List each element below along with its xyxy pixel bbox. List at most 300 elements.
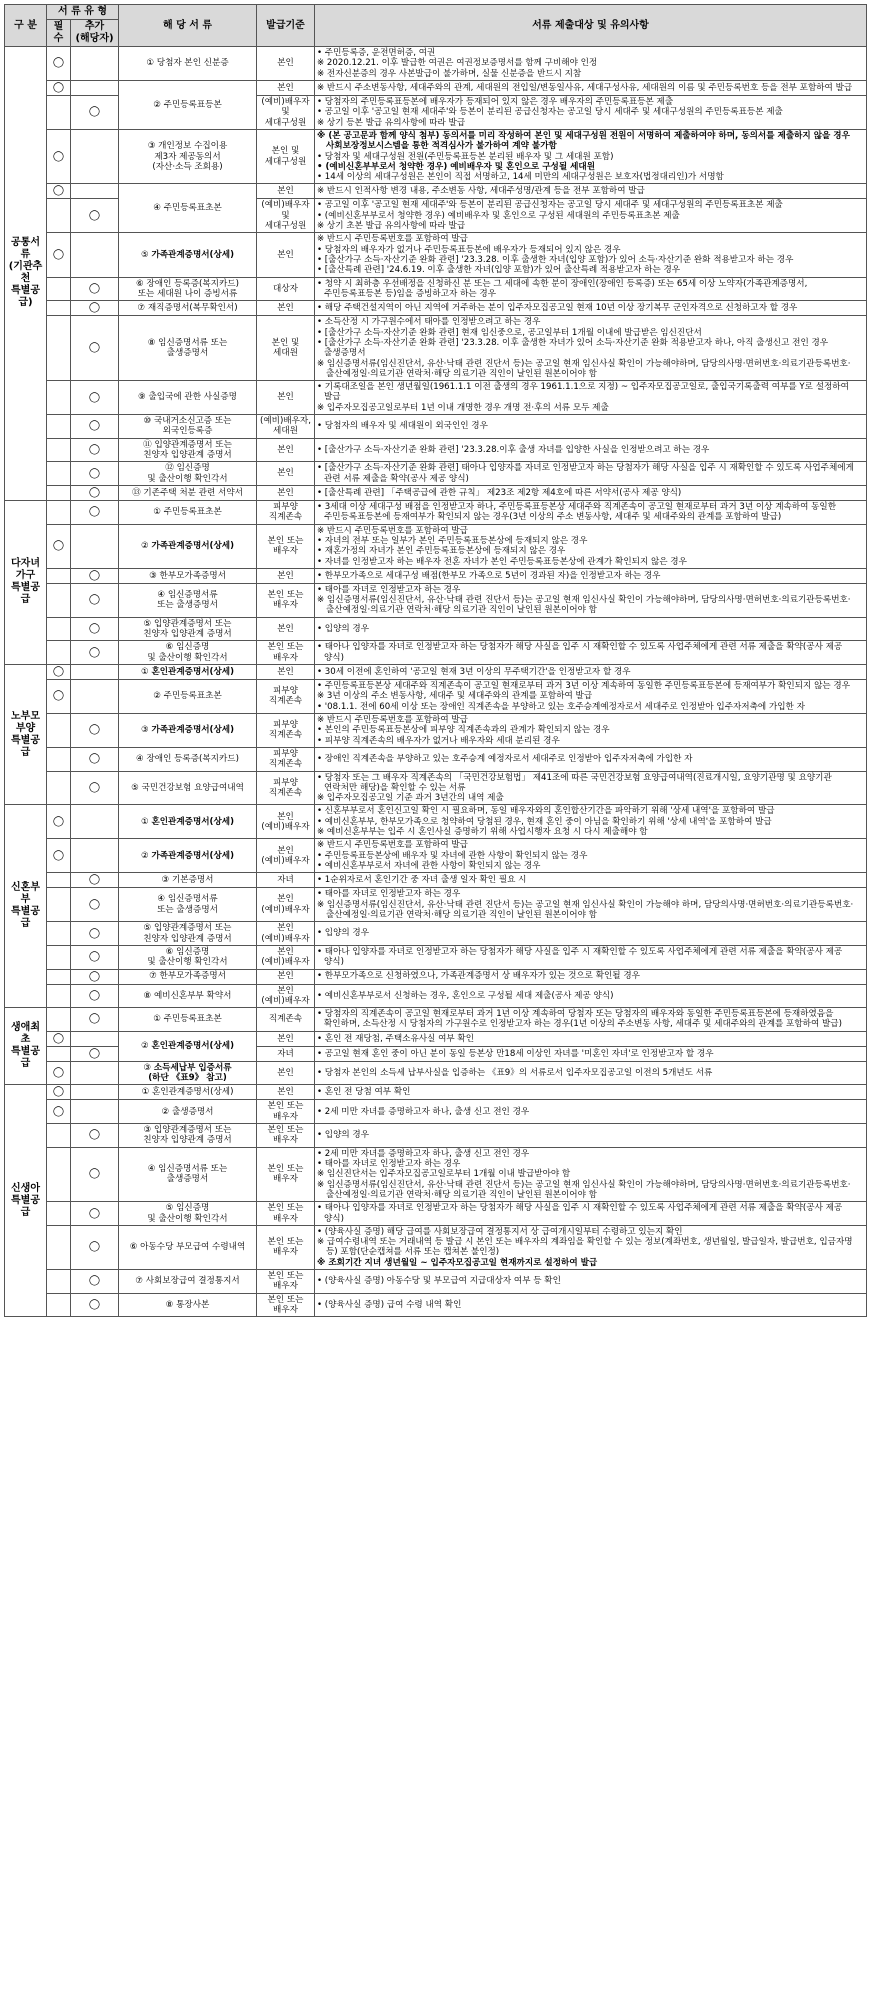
- note-item: • [출산가구 소득·자산기준 완화 관련] '23.3.28. 이후 출생한 자녀(입양 포함)가 있어 소득·자산기준 완화 적용받고자 하는 경우: [317, 255, 794, 265]
- note-item: • (양육사실 증명) 해당 급여를 사회보장급여 결정통지서 상 급여개시일부터 수령하고 있는지 확인: [317, 1226, 683, 1237]
- note-remark: ※ 반드시 주소변동사항, 세대주와의 관계, 세대원의 전입일/변동일사유, 세대구성사유, 세대원의 이름 및 주민등록번호 등을 전부 포함하여 발급: [317, 82, 853, 93]
- notes-cell: [315, 485, 867, 500]
- document-number: ⑧: [165, 1299, 174, 1310]
- issue-criteria: 본인 또는 배우자: [257, 1293, 315, 1317]
- table-row: [5, 438, 867, 462]
- additional-mark: ◯: [71, 747, 119, 771]
- required-mark: [47, 500, 71, 524]
- note-item: • 태아나 입양자를 자녀로 인정받고자 하는 당첨자가 해당 사실을 입주 시 재확인할 수 있도록 사업주체에게 관련 서류 제출을 확약(공사 제공 양식): [317, 946, 843, 968]
- notes-cell: [315, 438, 867, 462]
- document-name: [119, 524, 257, 568]
- table-row: [5, 316, 867, 381]
- document-name: [119, 129, 257, 184]
- document-name: [119, 713, 257, 747]
- document-label: 혼인관계증명서(상세): [152, 1087, 234, 1098]
- required-mark: [47, 485, 71, 500]
- table-row: [5, 1031, 867, 1046]
- additional-mark: [71, 1100, 119, 1124]
- document-name: [119, 665, 257, 680]
- document-label: 임신증명서류 또는 출생증명서: [158, 1164, 228, 1185]
- required-mark: [47, 199, 71, 233]
- header-category: 구 분: [5, 5, 47, 47]
- required-mark: [47, 415, 71, 439]
- notes-cell: [315, 316, 867, 381]
- category-cell: 다자녀가구 특별공급: [5, 500, 47, 664]
- note-item: • 입양의 경우: [317, 623, 370, 634]
- note-remark: ※ 반드시 주민등록번호를 포함하여 발급: [317, 840, 468, 851]
- additional-mark: [71, 1085, 119, 1100]
- document-number: ①: [141, 1087, 150, 1098]
- document-label: 혼인관계증명서(상세): [151, 666, 235, 677]
- required-mark: [47, 922, 71, 946]
- notes-cell: [315, 415, 867, 439]
- issue-criteria: 피부양 직계존속: [257, 747, 315, 771]
- required-mark: ◯: [47, 129, 71, 184]
- additional-mark: ◯: [71, 277, 119, 301]
- document-name: [119, 1293, 257, 1317]
- header-criteria: 발급기준: [257, 5, 315, 47]
- table-row: [5, 617, 867, 641]
- document-name: [119, 945, 257, 969]
- issue-criteria: 자녀: [257, 873, 315, 888]
- table-row: [5, 969, 867, 984]
- document-name: [119, 922, 257, 946]
- notes-cell: [315, 199, 867, 233]
- issue-criteria: (예비)배우자 및 세대구성원: [257, 95, 315, 129]
- issue-criteria: 본인: [257, 438, 315, 462]
- note-item: • 태아를 자녀로 인정받고자 하는 경우: [317, 584, 461, 595]
- required-mark: [47, 969, 71, 984]
- issue-criteria: 본인: [257, 301, 315, 316]
- required-mark: ◯: [47, 680, 71, 714]
- note-item: • 태아를 자녀로 인정받고자 하는 경우: [317, 889, 461, 900]
- document-number: ③: [161, 875, 170, 886]
- document-name: [119, 1031, 257, 1061]
- note-item: • 당첨자의 직계존속이 공고일 현재로부터 과거 1년 이상 계속하여 당첨자 또는 당첨자의 배우자와 동일한 주민등록표등본에 등재하였음을 확인하며, 소득산정 시 당첨자의 가구원수로 인정받고자 하는 경우(1년 이상의 주소변동 사항, 세대주 및 세대주와의 관계를 포함하여 발급): [317, 1009, 842, 1030]
- issue-criteria: 본인: [257, 233, 315, 277]
- note-item: • 기록대조일을 본인 생년월일(1961.1.1 이전 출생의 경우 1961.1.1으로 지정) ~ 입주자모집공고일로, 출입국기록출력 여부를 Y로 설정하여 발급: [317, 382, 849, 403]
- note-item: • 당첨자의 배우자 및 세대원이 외국인인 경우: [317, 421, 488, 432]
- document-name: [119, 747, 257, 771]
- notes-cell: [315, 873, 867, 888]
- issue-criteria: 본인: [257, 184, 315, 199]
- table-row: [5, 568, 867, 583]
- issue-criteria: 본인: [257, 969, 315, 984]
- header-notes: 서류 제출대상 및 유의사항: [315, 5, 867, 47]
- table-row: [5, 381, 867, 415]
- notes-cell: [315, 277, 867, 301]
- notes-cell: [315, 381, 867, 415]
- table-row: [5, 462, 867, 486]
- document-label: 한부모가족증명서: [159, 570, 226, 581]
- note-item: • 1순위자로서 혼인기간 중 자녀 출생 일자 확인 필요 시: [317, 875, 527, 886]
- notes-cell: [315, 839, 867, 873]
- table-row: [5, 873, 867, 888]
- document-number: ③: [149, 570, 157, 581]
- notes-cell: [315, 80, 867, 95]
- document-name: [119, 771, 257, 805]
- table-row: [5, 1293, 867, 1317]
- additional-mark: [71, 80, 119, 95]
- document-number: ⑦: [137, 303, 146, 314]
- required-mark: ◯: [47, 80, 71, 95]
- note-remark: ※ 임신증명서류(임신진단서, 유산·낙태 관련 진단서 등)는 공고일 현재 임신사실 확인이 가능해야하며, 담당의사명·면허번호·의료기관등록번호·출산예정일·의료기관 연락처·해당 의료기관 직인이 날인된 원본이어야 함: [317, 595, 851, 616]
- table-row: [5, 922, 867, 946]
- document-number: ⑩: [143, 416, 152, 427]
- note-item: • 재혼가정의 자녀가 본인 주민등록표등본상에 등재되지 않은 경우: [317, 546, 566, 557]
- table-row: [5, 641, 867, 665]
- note-item: • 공고일 이후 '공고일 현재 세대주'와 등본이 분리된 공급신청자는 공고일 당시 세대주 및 세대구성원의 주민등록표등본 제출: [317, 107, 783, 118]
- note-remark: ※ 임신증명서류(임신진단서, 유산·낙태 관련 진단서 등)는 공고일 현재 임신사실 확인이 가능해야하며, 담당의사명·면허번호·의료기관등록번호·출산예정일·의료기관 연락처·해당 의료기관 직인이 날인된 원본이어야 함: [317, 358, 851, 379]
- required-mark: [47, 438, 71, 462]
- document-label: 가족관계증명서(상세): [151, 541, 235, 552]
- note-remark: ※ 임신증명서류(임신진단서, 유산·낙태 관련 진단서 등)는 공고일 현재 임신사실 확인이 가능해야하며, 담당의사명·면허번호·의료기관등록번호·출산예정일·의료기관 연락처·해당 의료기관 직인이 날인된 원본이어야 함: [317, 1179, 851, 1200]
- required-mark: ◯: [47, 1100, 71, 1124]
- issue-criteria: 본인: [257, 80, 315, 95]
- notes-cell: [315, 1046, 867, 1061]
- document-label: 임신증명 및 출산이행 확인각서: [147, 463, 228, 484]
- issue-criteria: 본인 또는 배우자: [257, 583, 315, 617]
- table-row: [5, 888, 867, 922]
- note-item: • 장애인 직계존속을 부양하고 있는 호주승계 예정자로서 세대주로 인정받아 입주자저축에 가입한 자: [317, 754, 693, 765]
- notes-cell: [315, 233, 867, 277]
- note-item: • 태아나 입양자를 자녀로 인정받고자 하는 당첨자가 해당 사실을 입주 시 재확인할 수 있도록 사업주체에게 관련 서류 제출을 확약(공사 제공 양식): [317, 642, 843, 663]
- issue-criteria: 본인: [257, 1031, 315, 1046]
- table-row: [5, 680, 867, 714]
- note-remark: ※ 반드시 인적사항 변경 내용, 주소변동 사항, 세대주성명/관계 등을 전부 포함하여 발급: [317, 186, 645, 197]
- note-item: • 한부모가족으로 세대구성 배점(한부모 가족으로 5년이 경과된 자)을 인정받고자 하는 경우: [317, 570, 661, 581]
- document-label: 임신증명서류 또는 출생증명서: [157, 589, 218, 611]
- required-mark: ◯: [47, 233, 71, 277]
- document-label: 주민등록표초본: [163, 691, 222, 702]
- notes-cell: [315, 641, 867, 665]
- note-remark: ※ 반드시 주민등록번호를 포함하여 발급: [317, 714, 468, 725]
- required-mark: ◯: [47, 524, 71, 568]
- table-row: [5, 524, 867, 568]
- document-number: ⑦: [149, 971, 157, 982]
- required-mark: ◯: [47, 1085, 71, 1100]
- additional-mark: ◯: [71, 485, 119, 500]
- table-row: [5, 184, 867, 199]
- note-remark: ※ 입주자모집공고일 기준 과거 3년간의 내역 제출: [317, 793, 504, 804]
- table-row: [5, 1124, 867, 1148]
- category-cell: 신혼부부 특별공급: [5, 805, 47, 1008]
- notes-cell: [315, 747, 867, 771]
- document-number: ②: [140, 541, 149, 552]
- issue-criteria: 본인: [257, 1061, 315, 1085]
- document-label: 소득세납부 입증서류 (하단 《표9》 참고): [148, 1062, 232, 1084]
- table-row: [5, 1225, 867, 1269]
- document-number: ④: [157, 589, 166, 600]
- note-remark: ※ 임신진단서는 입주자모집공고일로부터 1개월 이내 발급받아야 함: [317, 1169, 571, 1180]
- document-name: [119, 184, 257, 233]
- issue-criteria: 본인 또는 배우자: [257, 1124, 315, 1148]
- additional-mark: ◯: [71, 583, 119, 617]
- document-label: 임신증명서류 또는 출생증명서: [158, 337, 228, 359]
- required-mark: [47, 381, 71, 415]
- category-cell: 공통서류 (기관추천 특별공급): [5, 47, 47, 501]
- document-number: ⑥: [165, 642, 174, 653]
- issue-criteria: 대상자: [257, 277, 315, 301]
- document-label: 장애인 등록증(복지카드): [146, 754, 239, 765]
- issue-criteria: 본인 (예비)배우자: [257, 805, 315, 839]
- document-number: ④: [147, 1164, 156, 1175]
- notes-cell: [315, 301, 867, 316]
- notes-cell: [315, 771, 867, 805]
- notes-cell: [315, 583, 867, 617]
- issue-criteria: 본인: [257, 485, 315, 500]
- additional-mark: ◯: [71, 617, 119, 641]
- table-row: [5, 80, 867, 95]
- additional-mark: ◯: [71, 1270, 119, 1294]
- notes-cell: [315, 617, 867, 641]
- additional-mark: [71, 680, 119, 714]
- additional-mark: ◯: [71, 1008, 119, 1032]
- document-number: ⑬: [132, 487, 141, 498]
- required-mark: [47, 1124, 71, 1148]
- table-row: [5, 1100, 867, 1124]
- additional-mark: ◯: [71, 771, 119, 805]
- required-mark: [47, 1147, 71, 1202]
- document-name: [119, 1100, 257, 1124]
- issue-criteria: 본인 또는 배우자: [257, 1147, 315, 1202]
- note-item: • (예비신혼부부로서 청약한 경우) 예비배우자 및 혼인으로 구성될 세대원: [317, 161, 596, 172]
- document-name: [119, 969, 257, 984]
- note-item: • 혼인 전 재당첨, 주택소유사실 여부 확인: [317, 1033, 475, 1044]
- document-label: 가족관계증명서(상세): [151, 850, 235, 861]
- additional-mark: ◯: [71, 1202, 119, 1226]
- notes-cell: [315, 888, 867, 922]
- required-mark: [47, 1046, 71, 1061]
- note-remark: ※ 입주자모집공고일로부터 1년 이내 개명한 경우 개명 전·후의 서류 모두 제출: [317, 402, 609, 413]
- table-row: [5, 713, 867, 747]
- table-row: [5, 805, 867, 839]
- additional-mark: ◯: [71, 500, 119, 524]
- issue-criteria: 직계존속: [257, 1008, 315, 1032]
- issue-criteria: 본인 (예비)배우자: [257, 922, 315, 946]
- notes-cell: [315, 129, 867, 184]
- header-additional: [71, 20, 119, 47]
- additional-mark: ◯: [71, 301, 119, 316]
- issue-criteria: 본인 또는 배우자: [257, 1100, 315, 1124]
- issue-criteria: 본인 및 세대구성원: [257, 129, 315, 184]
- document-number: ⑥: [165, 946, 174, 957]
- additional-mark: ◯: [71, 438, 119, 462]
- document-label: 당첨자 본인 신분증: [156, 58, 229, 69]
- header-documents: 해 당 서 류: [119, 5, 257, 47]
- required-mark: [47, 1008, 71, 1032]
- notes-cell: [315, 665, 867, 680]
- notes-cell: [315, 1031, 867, 1046]
- notes-cell: [315, 945, 867, 969]
- notes-cell: [315, 1225, 867, 1269]
- document-label: 국내거소신고증 또는 외국인등록증: [154, 416, 232, 437]
- note-remark: ※ 임신증명서류(임신진단서, 유산·낙태 관련 진단서 등)는 공고일 현재 임신사실 확인이 가능해야 하며, 담당의사명·면허번호·의료기관등록번호·출산예정일·의료기관 연락처·해당 의료기관 직인이 날인된 원본이어야 함: [317, 899, 854, 920]
- document-name: [119, 1225, 257, 1269]
- issue-criteria: 본인 또는 배우자: [257, 524, 315, 568]
- note-item: • 당첨자 및 세대구성원 전원(주민등록표등본 분리된 배우자 및 그 세대원 포함): [317, 151, 614, 162]
- issue-criteria: 본인: [257, 1085, 315, 1100]
- category-cell: 신생아 특별공급: [5, 1085, 47, 1317]
- additional-mark: [71, 129, 119, 184]
- document-name: [119, 233, 257, 277]
- document-number: ①: [153, 507, 161, 518]
- note-item: • [출산특례 관련] 「주택공급에 관한 규칙」 제23조 제2항 제4호에 따른 서약서(공사 제공 양식): [317, 487, 682, 498]
- note-item: • 한부모가족으로 신청하였으나, 가족관계증명서 상 배우자가 있는 것으로 확인될 경우: [317, 971, 640, 982]
- note-remark: ※ 상기 등본 발급 유의사항에 따라 발급: [317, 117, 466, 128]
- document-number: ⑤: [143, 618, 152, 629]
- document-label: 기본증명서: [171, 875, 214, 886]
- document-number: ③: [140, 725, 149, 736]
- header-additional-label: 추가: [84, 21, 105, 32]
- documents-table: [4, 4, 867, 1317]
- issue-criteria: 본인 또는 배우자: [257, 641, 315, 665]
- note-remark: ※ 급여수령내역 또는 거래내역 등 발급 시 본인 또는 배우자의 계좌임을 확인할 수 있는 정보(계좌번호, 생년월일, 발급일자, 발급번호, 입금자명 등) 포함(단순캡쳐를 서류 또는 캡쳐본 불인정): [317, 1237, 853, 1258]
- note-item: • 자녀의 전부 또는 일부가 본인 주민등록표등본상에 등재되지 않은 경우: [317, 535, 588, 546]
- document-name: [119, 641, 257, 665]
- table-row: [5, 500, 867, 524]
- note-item: • 14세 이상의 세대구성원은 본인이 직접 서명하고, 14세 미만의 세대구성원은 보호자(법정대리인)가 서명함: [317, 172, 724, 183]
- required-mark: [47, 583, 71, 617]
- document-label: 혼인관계증명서(상세): [151, 816, 235, 827]
- notes-cell: [315, 1270, 867, 1294]
- required-mark: [47, 1225, 71, 1269]
- issue-criteria: 본인: [257, 381, 315, 415]
- document-label: 임신증명서류 또는 출생증명서: [157, 894, 218, 915]
- additional-mark: ◯: [71, 415, 119, 439]
- document-label: 혼인관계증명서(상세): [151, 1041, 235, 1052]
- additional-mark: [71, 524, 119, 568]
- note-item: • 입양의 경우: [317, 928, 370, 939]
- table-row: [5, 1008, 867, 1032]
- document-label: 입양관계증명서 또는 친양자 입양관계 증명서: [143, 1125, 232, 1146]
- document-number: ⑤: [143, 923, 152, 934]
- document-number: ⑫: [165, 463, 174, 474]
- table-row: [5, 485, 867, 500]
- additional-mark: ◯: [71, 984, 119, 1008]
- document-number: ⑨: [138, 392, 146, 403]
- document-label: 개인정보 수집이용 제3자 제공동의서 (자산·소득 조회용): [152, 141, 228, 172]
- notes-cell: [315, 984, 867, 1008]
- issue-criteria: 본인 또는 배우자: [257, 1202, 315, 1226]
- document-name: [119, 415, 257, 439]
- additional-mark: ◯: [71, 381, 119, 415]
- note-item: • 예비신혼부부로서 신청하는 경우, 혼인으로 구성될 세대 제출(공사 제공 양식): [317, 990, 614, 1001]
- additional-mark: ◯: [71, 873, 119, 888]
- additional-mark: ◯: [71, 316, 119, 381]
- document-label: 가족관계증명서(상세): [151, 249, 235, 260]
- document-number: ③: [147, 141, 156, 152]
- notes-cell: [315, 524, 867, 568]
- document-number: ④: [153, 203, 161, 214]
- document-number: ③: [143, 1062, 152, 1073]
- note-item: • 당첨자의 배우자가 없거나 주민등록표등본에 배우자가 등재되어 있지 않은 경우: [317, 244, 621, 255]
- document-name: [119, 873, 257, 888]
- table-row: [5, 233, 867, 277]
- category-cell: 생애최초 특별공급: [5, 1008, 47, 1085]
- required-mark: [47, 1293, 71, 1317]
- notes-cell: [315, 568, 867, 583]
- note-item: • 30세 이전에 혼인하여 '공고일 현재 3년 이상의 무주택기간'을 인정받고자 할 경우: [317, 666, 631, 677]
- document-number: ②: [161, 1106, 170, 1117]
- additional-mark: [71, 665, 119, 680]
- issue-criteria: (예비)배우자, 세대원: [257, 415, 315, 439]
- table-row: [5, 1270, 867, 1294]
- note-remark: ※ 2020.12.21. 이후 발급한 여권은 여권정보증명서를 함께 구비해야 인정: [317, 58, 598, 69]
- required-mark: [47, 617, 71, 641]
- required-mark: [47, 316, 71, 381]
- document-name: [119, 485, 257, 500]
- additional-mark: ◯: [71, 199, 119, 233]
- document-label: 예비신혼부부 확약서: [154, 990, 232, 1001]
- document-label: 재직증명서(복무확인서): [147, 303, 238, 314]
- notes-cell: [315, 1124, 867, 1148]
- note-remark: ※ 3년 이상의 주소 변동사항, 세대주 및 세대주와의 관계를 포함하여 발급: [317, 691, 593, 702]
- document-label: 입양관계증명서 또는 친양자 입양관계 증명서: [143, 618, 232, 640]
- document-number: ②: [140, 850, 149, 861]
- notes-cell: [315, 1085, 867, 1100]
- note-remark: ※ (본 공고문과 함께 양식 첨부) 동의서를 미리 작성하여 본인 및 세대구성원 전원이 서명하여 제출하여야 하며, 동의서를 제출하지 않을 경우 사회보장정보시스템을 통한 적격심사가 불가하여 계약 불가함: [317, 130, 850, 152]
- additional-mark: [71, 1031, 119, 1046]
- document-name: [119, 500, 257, 524]
- document-number: ⑦: [135, 1276, 143, 1287]
- note-item: • [출산가구 소득·자산기준 완화 관련] '23.3.28. 이후 출생한 자녀가 있어 소득·자산기준 완화 적용받고자 하나, 아직 출생신고 전인 경우 출생증명서: [317, 337, 829, 359]
- note-item: • 소득산정 시 가구원수에서 태아를 인정받으려고 하는 경우: [317, 317, 541, 328]
- additional-mark: ◯: [71, 95, 119, 129]
- document-name: [119, 462, 257, 486]
- notes-cell: [315, 1100, 867, 1124]
- note-remark: ※ 예비신혼부부는 입주 시 혼인사실 증명하기 위해 사업시행자 요청 시 다시 제출해야 함: [317, 827, 648, 838]
- additional-mark: ◯: [71, 1147, 119, 1202]
- note-item: • 공고일 이후 '공고일 현재 세대주'와 등본이 분리된 공급신청자는 공고일 당시 세대주 및 세대구성원의 주민등록표초본 제출: [317, 200, 783, 211]
- required-mark: ◯: [47, 665, 71, 680]
- note-item: • 본인의 주민등록표등본상에 피부양 직계존속과의 관계가 확인되지 않는 경우: [317, 725, 610, 736]
- note-remark: ※ 반드시 주민등록번호를 포함하여 발급: [317, 525, 468, 536]
- document-label: 임신증명 및 출산이행 확인각서: [147, 1203, 228, 1224]
- category-cell: 노부모부양 특별공급: [5, 665, 47, 805]
- note-item: • 2세 미만 자녀를 증명하고자 하나, 출생 신고 전인 경우: [317, 1148, 530, 1159]
- document-name: [119, 984, 257, 1008]
- note-item: • 태아를 자녀로 인정받고자 하는 경우: [317, 1158, 461, 1169]
- document-label: 통장사본: [176, 1299, 210, 1310]
- required-mark: [47, 95, 71, 129]
- additional-mark: ◯: [71, 1124, 119, 1148]
- document-name: [119, 888, 257, 922]
- table-row: [5, 47, 867, 81]
- notes-cell: [315, 184, 867, 199]
- header-required: 필수: [47, 20, 71, 47]
- document-number: ①: [140, 816, 149, 827]
- required-mark: [47, 277, 71, 301]
- note-item: • [출산가구 소득·자산기준 완화 관련] 태아나 입양자를 자녀로 인정받고자 하는 당첨자가 해당 사실을 입주 시 재확인할 수 있도록 사업주체에게 관련 서류 제출을 확약(공사 제공 양식): [317, 463, 854, 484]
- note-item: • (양육사실 증명) 아동수당 및 부모급여 지급대상자 여부 등 확인: [317, 1276, 561, 1287]
- required-mark: ◯: [47, 184, 71, 199]
- notes-cell: [315, 922, 867, 946]
- document-label: 임신증명 및 출산이행 확인각서: [147, 642, 228, 663]
- notes-cell: [315, 95, 867, 129]
- required-mark: [47, 301, 71, 316]
- issue-criteria: 본인: [257, 47, 315, 81]
- table-row: [5, 1147, 867, 1202]
- document-name: [119, 381, 257, 415]
- additional-mark: ◯: [71, 462, 119, 486]
- table-row: [5, 945, 867, 969]
- required-mark: [47, 568, 71, 583]
- additional-mark: ◯: [71, 713, 119, 747]
- note-item: • [출산가구 소득·자산기준 완화 관련] '23.3.28.이후 출생 자녀를 입양한 사실을 인정받으려고 하는 경우: [317, 444, 710, 455]
- document-name: [119, 47, 257, 81]
- note-item: • 예비신혼부부로서 자녀에 관한 사항이 확인되지 않는 경우: [317, 861, 541, 871]
